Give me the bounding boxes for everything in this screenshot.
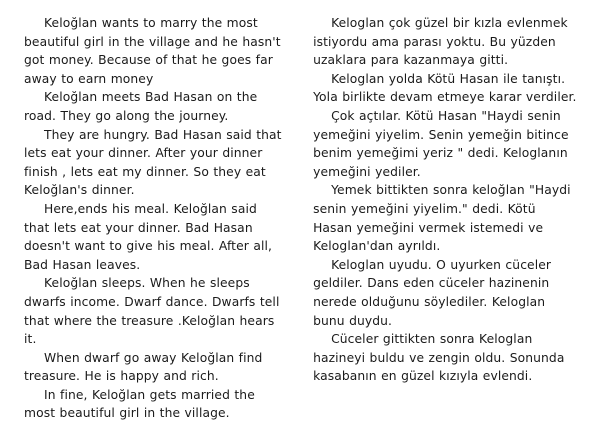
paragraph: Keloglan çok güzel bir kızla evlenmek istiyordu ama parası yoktu. Bu yüzden uzaklara para kazanmaya gitti. — [313, 16, 568, 68]
paragraph: Yemek bittikten sonra keloğlan "Haydi senin yemeğini yiyelim." dedi. Kötü Hasan yemeğini vermek istemedi ve Keloglan'dan ayrıldı. — [313, 183, 571, 254]
left-column-english — [10, 14, 295, 421]
paragraph: Keloğlan sleeps. When he sleeps dwarfs income. Dwarf dance. Dwarfs tell that where the treasure .Keloğlan hears it. — [24, 276, 280, 347]
right-column-turkish — [295, 14, 590, 414]
paragraph: Keloglan uyudu. O uyurken cüceler geldiler. Dans eden cüceler hazinenin nerede olduğunu söylediler. Keloglan bunu duydu. — [313, 257, 552, 328]
paragraph: Keloğlan meets Bad Hasan on the road. They go along the journey. — [24, 90, 258, 123]
paragraph: They are hungry. Bad Hasan said that lets eat your dinner. After your dinner finish , lets eat my dinner. So they eat Keloğlan's dinner. — [24, 127, 282, 198]
paragraph: Çok açtılar. Kötü Hasan "Haydi senin yemeğini yiyelim. Senin yemeğin bitince benim yemeğimi yeriz " dedi. Keloglanın yemeğini yediler. — [313, 108, 569, 179]
paragraph: Keloğlan wants to marry the most beautiful girl in the village and he hasn't got money. Because of that he goes far away to earn money — [24, 16, 281, 86]
paragraph: Cüceler gittikten sonra Keloglan hazineyi buldu ve zengin oldu. Sonunda kasabanın en güzel kızıyla evlendi. — [313, 332, 565, 384]
paragraph: Here,ends his meal. Keloğlan said that lets eat your dinner. Bad Hasan doesn't want to give his meal. After all, Bad Hasan leaves. — [24, 201, 273, 272]
paragraph: When dwarf go away Keloğlan find treasure. He is happy and rich. — [24, 350, 263, 384]
paragraph: Keloglan yolda Kötü Hasan ile tanıştı. Yola birlikte devam etmeye karar verdiler. — [313, 71, 577, 105]
paragraph: In fine, Keloğlan gets married the most beautiful girl in the village. — [24, 387, 255, 421]
